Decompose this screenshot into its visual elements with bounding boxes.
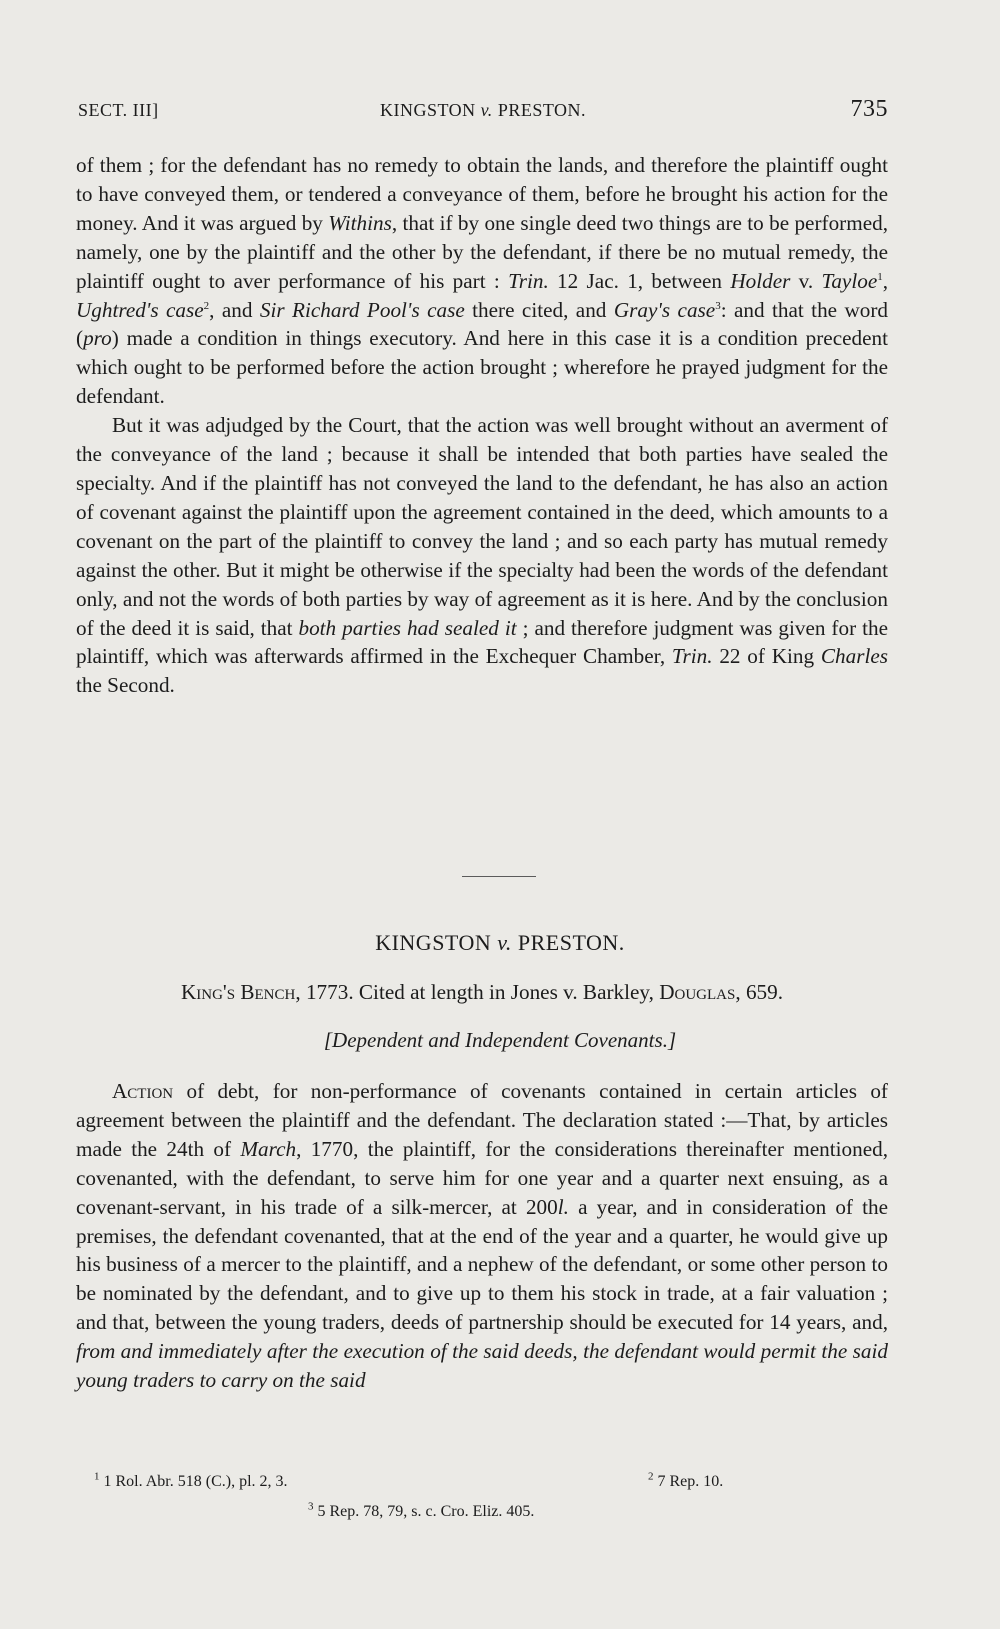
paragraph-judgment: But it was adjudged by the Court, that the action was well brought without an averment of the conveyance of the land ; because it shall be intended that both parties have sealed the specialty. And if the plaintiff has not conveyed the land to the defendant, he has also an action of covenant against the plaintiff upon the agreement contained in the deed, which amounts to a covenant on the part of the plaintiff to convey the land ; and so each party has mutual remedy against the other. But it might be otherwise if the specialty had been the words of the defendant only, and not the words of both parties by way of agreement as it is here. And by the conclusion of the deed it is said, that both parties had sealed it ; and therefore judgment was given for the plaintiff, which was afterwards affirmed in the Exchequer Chamber, Trin. 22 of King Charles the Second. — [76, 413, 889, 698]
footnote-3: $^3$ 5 Rep. 78, 79, s. c. Cro. Eliz. 405. — [308, 1500, 535, 1520]
case-subject: [Dependent and Independent Covenants.] — [323, 1028, 677, 1052]
footnote-2: $^2$ 7 Rep. 10. — [648, 1470, 724, 1490]
running-title: KINGSTON v. PRESTON. — [379, 100, 587, 120]
case-body — [76, 1077, 888, 1395]
running-header — [78, 96, 888, 126]
section-divider — [462, 876, 536, 877]
footnote-1: $^1$ 1 Rol. Abr. 518 (C.), pl. 2, 3. — [94, 1470, 288, 1490]
page-number: 735 — [850, 96, 888, 122]
paragraph-declaration: Action of debt, for non-performance of covenants contained in certain articles of agreement between the plaintiff and the defendant. The declaration stated :—That, by articles made the 24th of March, 1770, the plaintiff, for the considerations thereinafter mentioned, covenanted, with the defendant, to serve him for one year and a quarter next ensuing, as a covenant-servant, in his trade of a silk-mercer, at 200l. a year, and in consideration of the premises, the defendant covenanted, that at the end of the year and a quarter, he would give up his business of a mercer to the plaintiff, and a nephew of the defendant, or some other person to be nominated by the defendant, and to give up to them his stock in trade, at a fair valuation ; and that, between the young traders, deeds of partnership should be executed for 14 years, and, from and immediately after the execution of the said deeds, the defendant would permit the said young traders to carry on the said — [76, 1079, 888, 1393]
court-citation-line: King's Bench, 1773. Cited at length in Jones v. Barkley, Douglas, 659. — [180, 980, 784, 1004]
section-label: SECT. III] — [78, 100, 159, 120]
paragraph-continued-argument: of them ; for the defendant has no remedy to obtain the lands, and therefore the plaintiff ought to have conveyed them, or tendered a conveyance of them, before he brought his action for the money. And it was argued by Withins, that if by one single deed two things are to be performed, namely, one by the plaintiff and the other by the defendant, if there be no mutual remedy, the plaintiff ought to aver performance of his part : Trin. 12 Jac. 1, between Holder v. Tayloe$^1$, Ughtred's case$^2$, and Sir Richard Pool's case there cited, and Gray's case$^3$: and that the word (pro) made a condition in things executory. And here in this case it is a condition precedent which ought to be performed before the action brought ; wherefore he prayed judgment for the defendant. — [76, 153, 889, 409]
case-heading: KINGSTON v. PRESTON. — [375, 930, 625, 955]
continued-text — [76, 151, 888, 700]
